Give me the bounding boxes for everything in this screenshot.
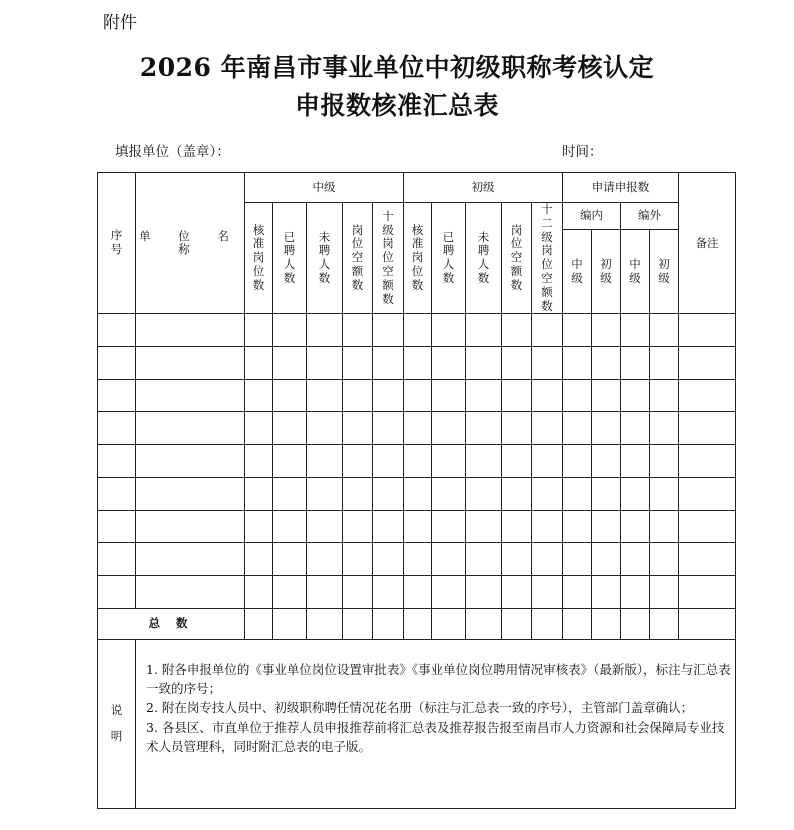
table-cell[interactable] (373, 575, 404, 608)
table-cell[interactable] (466, 445, 502, 478)
table-cell[interactable] (373, 314, 404, 347)
mid-unhired: 未聘人数 (307, 203, 343, 314)
table-cell[interactable] (432, 379, 466, 412)
table-cell[interactable] (245, 445, 273, 478)
table-cell[interactable] (404, 543, 432, 576)
total-cell[interactable] (432, 608, 466, 639)
table-cell[interactable] (563, 510, 592, 543)
junior-level12-vacancies: 十二级岗位空额数 (532, 203, 563, 314)
table-cell[interactable] (592, 347, 621, 380)
table-cell[interactable] (592, 477, 621, 510)
table-cell[interactable] (245, 347, 273, 380)
document-title-line2: 申报数核准汇总表 (294, 91, 499, 120)
table-cell[interactable] (563, 543, 592, 576)
document-title-line1: 2026 年南昌市事业单位中初级职称考核认定 (139, 53, 655, 82)
table-cell[interactable] (650, 412, 679, 445)
table-cell[interactable] (466, 412, 502, 445)
table-cell[interactable] (136, 575, 245, 608)
total-cell[interactable] (404, 608, 432, 639)
table-cell[interactable] (245, 510, 273, 543)
note-item: 1. 附各申报单位的《事业单位岗位设置审批表》《事业单位岗位聘用情况审核表》（最新版），标注与汇总表一致的序号； (146, 661, 731, 696)
summary-table (97, 172, 736, 809)
fill-unit-label: 填报单位（盖章）： (115, 144, 230, 160)
table-cell[interactable] (563, 347, 592, 380)
table-cell[interactable] (404, 347, 432, 380)
table-cell[interactable] (502, 575, 532, 608)
table-cell[interactable] (650, 510, 679, 543)
group-header-apply: 申请申报数 (563, 173, 679, 203)
table-cell[interactable] (563, 379, 592, 412)
table-cell[interactable] (307, 314, 343, 347)
table-cell[interactable] (532, 510, 563, 543)
table-cell[interactable] (404, 445, 432, 478)
table-cell[interactable] (621, 347, 650, 380)
table-cell[interactable] (373, 477, 404, 510)
table-cell[interactable] (592, 445, 621, 478)
table-cell[interactable] (532, 314, 563, 347)
table-cell[interactable] (679, 347, 736, 380)
table-cell[interactable] (466, 575, 502, 608)
table-cell[interactable] (532, 347, 563, 380)
table-cell[interactable] (563, 445, 592, 478)
table-row (98, 412, 736, 445)
table-cell[interactable] (532, 575, 563, 608)
table-cell[interactable] (245, 314, 273, 347)
table-cell[interactable] (373, 543, 404, 576)
table-cell[interactable] (532, 543, 563, 576)
table-cell[interactable] (502, 314, 532, 347)
table-cell[interactable] (404, 510, 432, 543)
note-item: 3. 各县区、市直单位于推荐人员申报推荐前将汇总表及推荐报告报至南昌市人力资源和社会保障局专业技术人员管理科，同时附汇总表的电子版。 (146, 719, 725, 755)
table-cell[interactable] (136, 412, 245, 445)
table-row (98, 445, 736, 478)
col-header-seq: 序号 (98, 173, 136, 314)
table-cell[interactable] (307, 445, 343, 478)
total-cell[interactable] (307, 608, 343, 639)
total-cell[interactable] (563, 608, 592, 639)
attachment-label: 附件 (103, 13, 137, 33)
table-cell[interactable] (502, 477, 532, 510)
table-cell[interactable] (621, 314, 650, 347)
table-cell[interactable] (532, 445, 563, 478)
total-cell[interactable] (466, 608, 502, 639)
junior-vacancies: 岗位空额数 (502, 203, 532, 314)
table-cell[interactable] (432, 412, 466, 445)
table-cell[interactable] (273, 412, 307, 445)
table-cell[interactable] (679, 445, 736, 478)
table-cell[interactable] (98, 314, 136, 347)
total-cell[interactable] (373, 608, 404, 639)
table-row (98, 379, 736, 412)
table-cell[interactable] (502, 510, 532, 543)
table-cell[interactable] (466, 477, 502, 510)
table-cell[interactable] (404, 575, 432, 608)
table-cell[interactable] (98, 412, 136, 445)
table-cell[interactable] (432, 510, 466, 543)
table-cell[interactable] (373, 510, 404, 543)
table-cell[interactable] (432, 347, 466, 380)
table-cell[interactable] (136, 347, 245, 380)
apply-out-junior: 初级 (650, 229, 679, 314)
table-cell[interactable] (621, 477, 650, 510)
table-cell[interactable] (307, 477, 343, 510)
total-cell[interactable] (679, 608, 736, 639)
table-cell[interactable] (650, 543, 679, 576)
table-cell[interactable] (650, 379, 679, 412)
table-cell[interactable] (273, 575, 307, 608)
table-cell[interactable] (679, 314, 736, 347)
table-cell[interactable] (621, 412, 650, 445)
table-cell[interactable] (273, 477, 307, 510)
time-label: 时间： (562, 144, 603, 160)
total-cell[interactable] (621, 608, 650, 639)
table-cell[interactable] (592, 575, 621, 608)
table-cell[interactable] (679, 412, 736, 445)
junior-approved-posts: 核准岗位数 (404, 203, 432, 314)
table-cell[interactable] (592, 510, 621, 543)
table-row (98, 347, 736, 380)
table-cell[interactable] (592, 314, 621, 347)
table-cell[interactable] (273, 543, 307, 576)
total-cell[interactable] (592, 608, 621, 639)
table-cell[interactable] (650, 477, 679, 510)
table-cell[interactable] (343, 347, 373, 380)
table-cell[interactable] (592, 543, 621, 576)
table-cell[interactable] (466, 347, 502, 380)
table-cell[interactable] (245, 477, 273, 510)
table-cell[interactable] (502, 445, 532, 478)
total-cell[interactable] (502, 608, 532, 639)
table-cell[interactable] (502, 412, 532, 445)
table-cell[interactable] (563, 575, 592, 608)
table-cell[interactable] (466, 314, 502, 347)
total-cell[interactable] (650, 608, 679, 639)
table-cell[interactable] (432, 314, 466, 347)
note-item: 2. 附在岗专技人员中、初级职称聘任情况花名册（标注与汇总表一致的序号），主管部门盖章确认； (146, 700, 694, 716)
table-cell[interactable] (432, 477, 466, 510)
table-cell[interactable] (466, 379, 502, 412)
table-cell[interactable] (98, 347, 136, 380)
table-cell[interactable] (432, 543, 466, 576)
table-cell[interactable] (307, 347, 343, 380)
table-cell[interactable] (621, 543, 650, 576)
table-cell[interactable] (245, 379, 273, 412)
table-cell[interactable] (273, 445, 307, 478)
total-cell[interactable] (273, 608, 307, 639)
table-cell[interactable] (307, 510, 343, 543)
table-cell[interactable] (650, 575, 679, 608)
table-cell[interactable] (432, 445, 466, 478)
apply-out-quota: 编外 (621, 203, 679, 230)
mid-hired: 已聘人数 (273, 203, 307, 314)
mid-vacancies: 岗位空额数 (343, 203, 373, 314)
table-cell[interactable] (343, 412, 373, 445)
table-cell[interactable] (621, 445, 650, 478)
table-cell[interactable] (563, 412, 592, 445)
table-cell[interactable] (621, 575, 650, 608)
notes-content (136, 639, 736, 808)
table-cell[interactable] (650, 445, 679, 478)
group-header-mid: 中级 (245, 173, 404, 203)
table-cell[interactable] (432, 575, 466, 608)
table-cell[interactable] (404, 314, 432, 347)
table-cell[interactable] (679, 543, 736, 576)
table-cell[interactable] (273, 347, 307, 380)
col-header-remark: 备注 (679, 173, 736, 314)
apply-out-mid: 中级 (621, 229, 650, 314)
table-cell[interactable] (466, 543, 502, 576)
apply-in-mid: 中级 (563, 229, 592, 314)
junior-hired: 已聘人数 (432, 203, 466, 314)
table-cell[interactable] (98, 575, 136, 608)
table-row (98, 477, 736, 510)
table-cell[interactable] (563, 477, 592, 510)
table-cell[interactable] (98, 477, 136, 510)
total-cell[interactable] (245, 608, 273, 639)
table-cell[interactable] (98, 510, 136, 543)
table-cell[interactable] (404, 477, 432, 510)
table-cell[interactable] (136, 314, 245, 347)
table-cell[interactable] (273, 510, 307, 543)
table-cell[interactable] (343, 445, 373, 478)
table-cell[interactable] (650, 314, 679, 347)
table-cell[interactable] (592, 379, 621, 412)
table-cell[interactable] (245, 412, 273, 445)
table-cell[interactable] (621, 379, 650, 412)
table-cell[interactable] (404, 379, 432, 412)
total-cell[interactable] (343, 608, 373, 639)
table-cell[interactable] (373, 412, 404, 445)
apply-in-quota: 编内 (563, 203, 621, 230)
table-cell[interactable] (563, 314, 592, 347)
group-header-junior: 初级 (404, 173, 563, 203)
table-cell[interactable] (136, 379, 245, 412)
table-row (98, 510, 736, 543)
mid-level10-vacancies: 十级岗位空额数 (373, 203, 404, 314)
junior-unhired: 未聘人数 (466, 203, 502, 314)
table-cell[interactable] (273, 314, 307, 347)
table-cell[interactable] (502, 347, 532, 380)
table-cell[interactable] (98, 445, 136, 478)
table-cell[interactable] (307, 379, 343, 412)
mid-approved-posts: 核准岗位数 (245, 203, 273, 314)
table-cell[interactable] (466, 510, 502, 543)
table-cell[interactable] (679, 379, 736, 412)
table-cell[interactable] (679, 477, 736, 510)
table-cell[interactable] (650, 347, 679, 380)
table-cell[interactable] (532, 412, 563, 445)
table-row (98, 314, 736, 347)
table-cell[interactable] (532, 379, 563, 412)
notes-label: 说明 (98, 639, 136, 808)
table-cell[interactable] (343, 510, 373, 543)
apply-in-junior: 初级 (592, 229, 621, 314)
table-cell[interactable] (343, 575, 373, 608)
table-cell[interactable] (343, 314, 373, 347)
table-cell[interactable] (592, 412, 621, 445)
table-cell[interactable] (373, 445, 404, 478)
table-cell[interactable] (245, 543, 273, 576)
table-cell[interactable] (307, 575, 343, 608)
col-header-unit-name: 单 位 名 称 (136, 173, 245, 314)
table-cell[interactable] (621, 510, 650, 543)
table-cell[interactable] (343, 477, 373, 510)
table-cell[interactable] (502, 379, 532, 412)
table-row (98, 543, 736, 576)
table-cell[interactable] (307, 412, 343, 445)
table-cell[interactable] (343, 379, 373, 412)
table-cell[interactable] (273, 379, 307, 412)
table-cell[interactable] (98, 543, 136, 576)
table-cell[interactable] (245, 575, 273, 608)
table-cell[interactable] (679, 510, 736, 543)
table-cell[interactable] (136, 445, 245, 478)
table-cell[interactable] (136, 543, 245, 576)
table-cell[interactable] (502, 543, 532, 576)
table-cell[interactable] (532, 477, 563, 510)
table-cell[interactable] (98, 379, 136, 412)
total-label: 总 数 (98, 608, 245, 639)
table-cell[interactable] (343, 543, 373, 576)
table-cell[interactable] (679, 575, 736, 608)
table-cell[interactable] (373, 379, 404, 412)
table-cell[interactable] (136, 477, 245, 510)
total-cell[interactable] (532, 608, 563, 639)
table-cell[interactable] (307, 543, 343, 576)
table-row (98, 575, 736, 608)
table-cell[interactable] (136, 510, 245, 543)
table-cell[interactable] (373, 347, 404, 380)
table-cell[interactable] (404, 412, 432, 445)
